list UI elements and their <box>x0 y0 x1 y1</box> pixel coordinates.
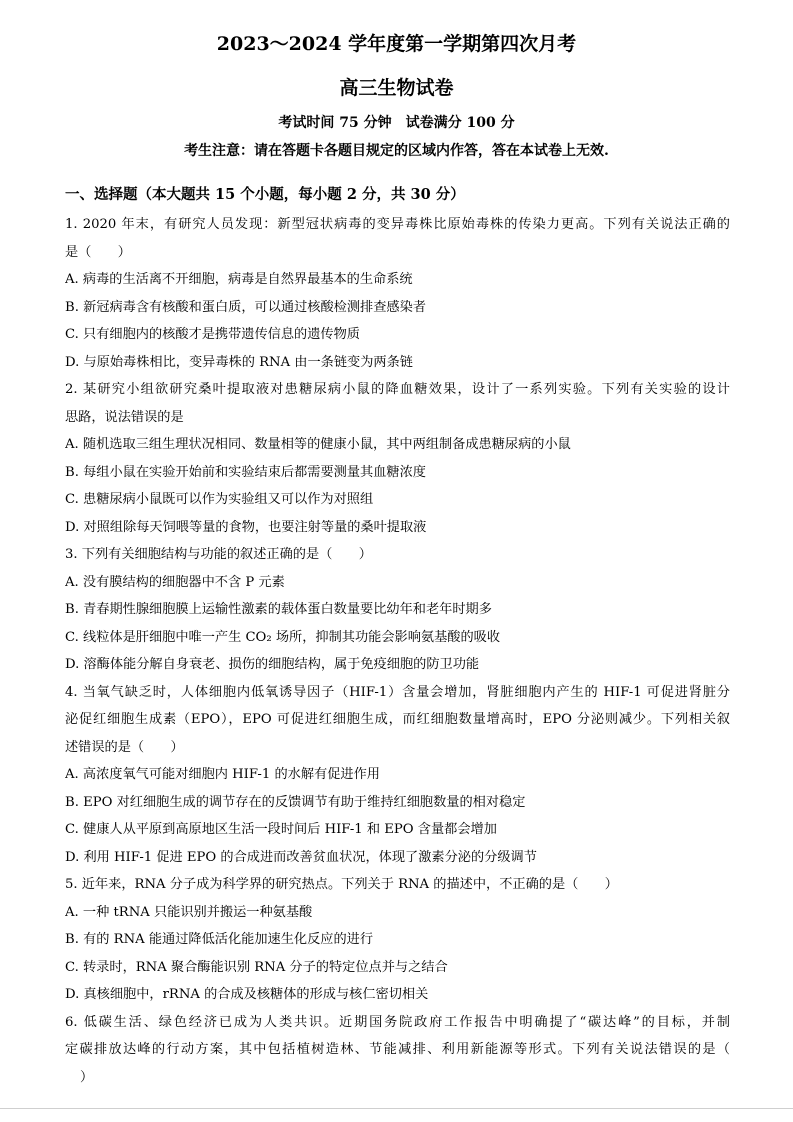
question-body <box>65 211 730 1091</box>
option-line: C. 患糖尿病小鼠既可以作为实验组又可以作为对照组 <box>65 492 374 507</box>
option-line: B. 新冠病毒含有核酸和蛋白质，可以通过核酸检测排查感染者 <box>65 299 426 315</box>
option-line: B. 每组小鼠在实验开始前和实验结束后都需要测量其血糖浓度 <box>65 464 426 480</box>
option-line: B. 有的 RNA 能通过降低活化能加速生化反应的进行 <box>65 932 374 947</box>
option-line: B. EPO 对红细胞生成的调节存在的反馈调节有助于维持红细胞数量的相对稳定 <box>65 794 526 810</box>
exam-time: 考试时间 75 分钟 <box>278 115 392 131</box>
text-line: 是（ ） <box>65 244 131 260</box>
exam-score: 试卷满分 100 分 <box>405 115 515 131</box>
section-heading: 一、选择题（本大题共 15 个小题，每小题 2 分，共 30 分） <box>65 186 465 203</box>
exam-notice: 考生注意：请在答题卡各题目规定的区域内作答，答在本试卷上无效. <box>184 143 609 159</box>
option-line: D. 与原始毒株相比，变异毒株的 RNA 由一条链变为两条链 <box>65 354 413 370</box>
option-line: D. 利用 HIF-1 促进 EPO 的合成进而改善贫血状况，体现了激素分泌的分级调节 <box>65 849 537 865</box>
exam-info <box>0 112 793 132</box>
option-line: A. 随机选取三组生理状况相同、数量相等的健康小鼠，其中两组制备成患糖尿病的小鼠 <box>65 437 571 452</box>
text-line: ） <box>80 1069 94 1085</box>
text-line: 5. 近年来，RNA 分子成为科学界的研究热点。下列关于 RNA 的描述中，不正确的是（ ） <box>65 877 618 892</box>
option-line: C. 线粒体是肝细胞中唯一产生 CO₂ 场所，抑制其功能会影响氨基酸的吸收 <box>65 629 501 645</box>
text-line: 泌促红细胞生成素（EPO），EPO 可促进红细胞生成，而红细胞数量增高时，EPO 分泌则减少。下列相关叙 <box>65 712 730 727</box>
option-line: D. 对照组除每天饲喂等量的食物，也要注射等量的桑叶提取液 <box>65 519 427 535</box>
option-line: D. 溶酶体能分解自身衰老、损伤的细胞结构，属于免疫细胞的防卫功能 <box>65 657 480 672</box>
option-line: A. 一种 tRNA 只能识别并搬运一种氨基酸 <box>65 904 313 920</box>
option-line: C. 只有细胞内的核酸才是携带遗传信息的遗传物质 <box>65 327 360 342</box>
option-line: A. 病毒的生活离不开细胞，病毒是自然界最基本的生命系统 <box>65 272 413 287</box>
text-line: 思路，说法错误的是 <box>65 409 184 425</box>
text-line: 2. 某研究小组欲研究桑叶提取液对患糖尿病小鼠的降血糖效果，设计了一系列实验。下列有关实验的设计 <box>65 382 730 397</box>
option-line: D. 真核细胞中，rRNA 的合成及核糖体的形成与核仁密切相关 <box>65 987 429 1002</box>
option-line: A. 没有膜结构的细胞器中不含 P 元素 <box>65 574 285 590</box>
option-line: B. 青春期性腺细胞膜上运输性激素的载体蛋白数量要比幼年和老年时期多 <box>65 602 492 617</box>
exam-subtitle: 高三生物试卷 <box>339 77 454 99</box>
text-line: 定碳排放达峰的行动方案，其中包括植树造林、节能减排、利用新能源等形式。下列有关说法错误的是（ <box>65 1042 730 1057</box>
text-line: 3. 下列有关细胞结构与功能的叙述正确的是（ ） <box>65 547 372 562</box>
exam-title: 2023～2024 学年度第一学期第四次月考 <box>216 33 577 55</box>
text-line: 述错误的是（ ） <box>65 739 184 755</box>
option-line: C. 转录时，RNA 聚合酶能识别 RNA 分子的特定位点并与之结合 <box>65 959 448 975</box>
option-line: A. 高浓度氧气可能对细胞内 HIF-1 的水解有促进作用 <box>65 767 380 782</box>
page-bottom-divider <box>0 1108 793 1109</box>
text-line: 1. 2020 年末，有研究人员发现：新型冠状病毒的变异毒株比原始毒株的传染力更高。下列有关说法正确的 <box>65 217 730 232</box>
option-line: C. 健康人从平原到高原地区生活一段时间后 HIF-1 和 EPO 含量都会增加 <box>65 822 497 837</box>
text-line: 4. 当氧气缺乏时，人体细胞内低氧诱导因子（HIF-1）含量会增加，肾脏细胞内产生的 HIF-1 可促进肾脏分 <box>65 684 730 700</box>
text-line: 6. 低碳生活、绿色经济已成为人类共识。近期国务院政府工作报告中明确提了“碳达峰”的目标，并制 <box>65 1014 730 1030</box>
